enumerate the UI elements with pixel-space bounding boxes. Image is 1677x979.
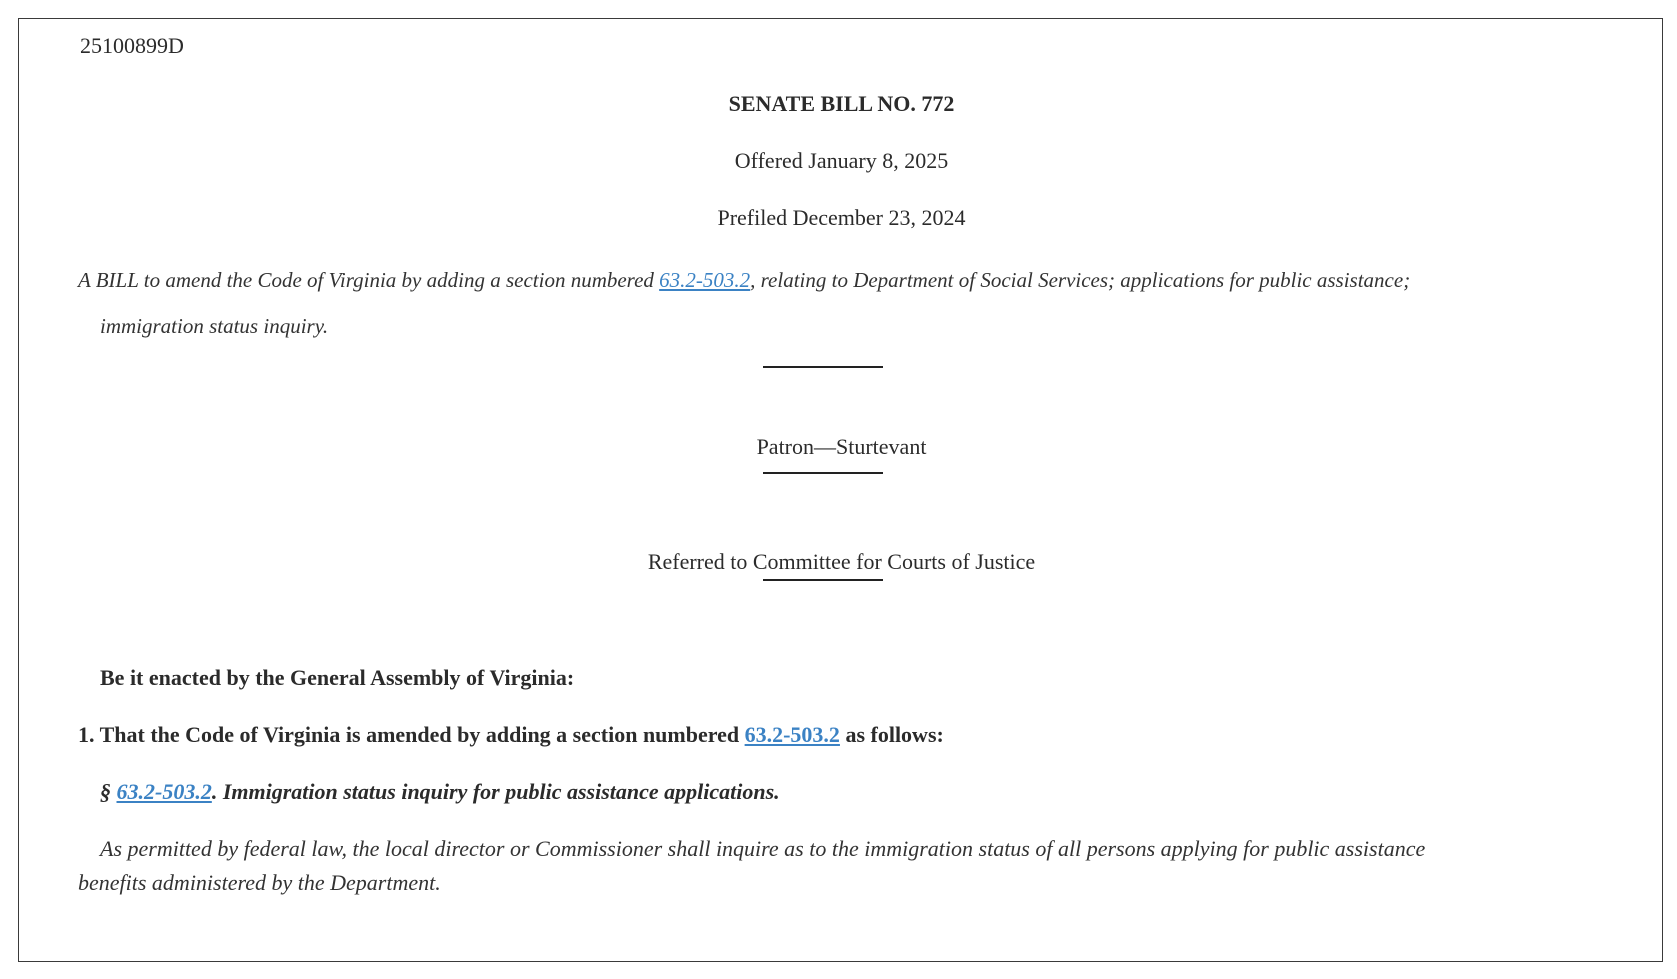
offered-date: Offered January 8, 2025 <box>734 148 949 173</box>
section-link[interactable]: 63.2-503.2 <box>116 779 212 804</box>
section-body-line-1: As permitted by federal law, the local director or Commissioner shall inquire as to the immigration status of all persons applying for public assistance <box>100 836 1426 861</box>
divider-rule <box>763 472 883 474</box>
clause-1-text-post: as follows: <box>839 722 944 747</box>
enacting-clause: Be it enacted by the General Assembly of Virginia: <box>100 665 575 690</box>
patron: Patron—Sturtevant <box>756 434 927 459</box>
description-section-link[interactable]: 63.2-503.2 <box>659 268 751 292</box>
prefiled-date: Prefiled December 23, 2024 <box>717 205 966 230</box>
section-heading-text: . Immigration status inquiry for public assistance applications. <box>211 779 780 804</box>
clause-1-section-link[interactable]: 63.2-503.2 <box>744 722 840 747</box>
description-text-pre: A BILL to amend the Code of Virginia by adding a section numbered <box>78 268 660 292</box>
section-heading <box>100 779 780 805</box>
committee-referral: Referred to Committee for Courts of Justice <box>647 549 1036 574</box>
divider-rule <box>763 579 883 581</box>
bill-description <box>78 268 1410 293</box>
divider-rule <box>763 366 883 368</box>
section-body-line-2: benefits administered by the Department. <box>78 870 441 895</box>
clause-1-text-pre: 1. That the Code of Virginia is amended by adding a section numbered <box>78 722 745 747</box>
description-text-post: , relating to Department of Social Services; applications for public assistance; <box>750 268 1411 292</box>
bill-description-continued: immigration status inquiry. <box>100 314 329 338</box>
clause-1 <box>78 722 944 748</box>
section-symbol: § <box>100 779 117 804</box>
document-frame <box>18 18 1663 962</box>
document-id: 25100899D <box>80 33 184 58</box>
bill-title: SENATE BILL NO. 772 <box>728 91 955 116</box>
